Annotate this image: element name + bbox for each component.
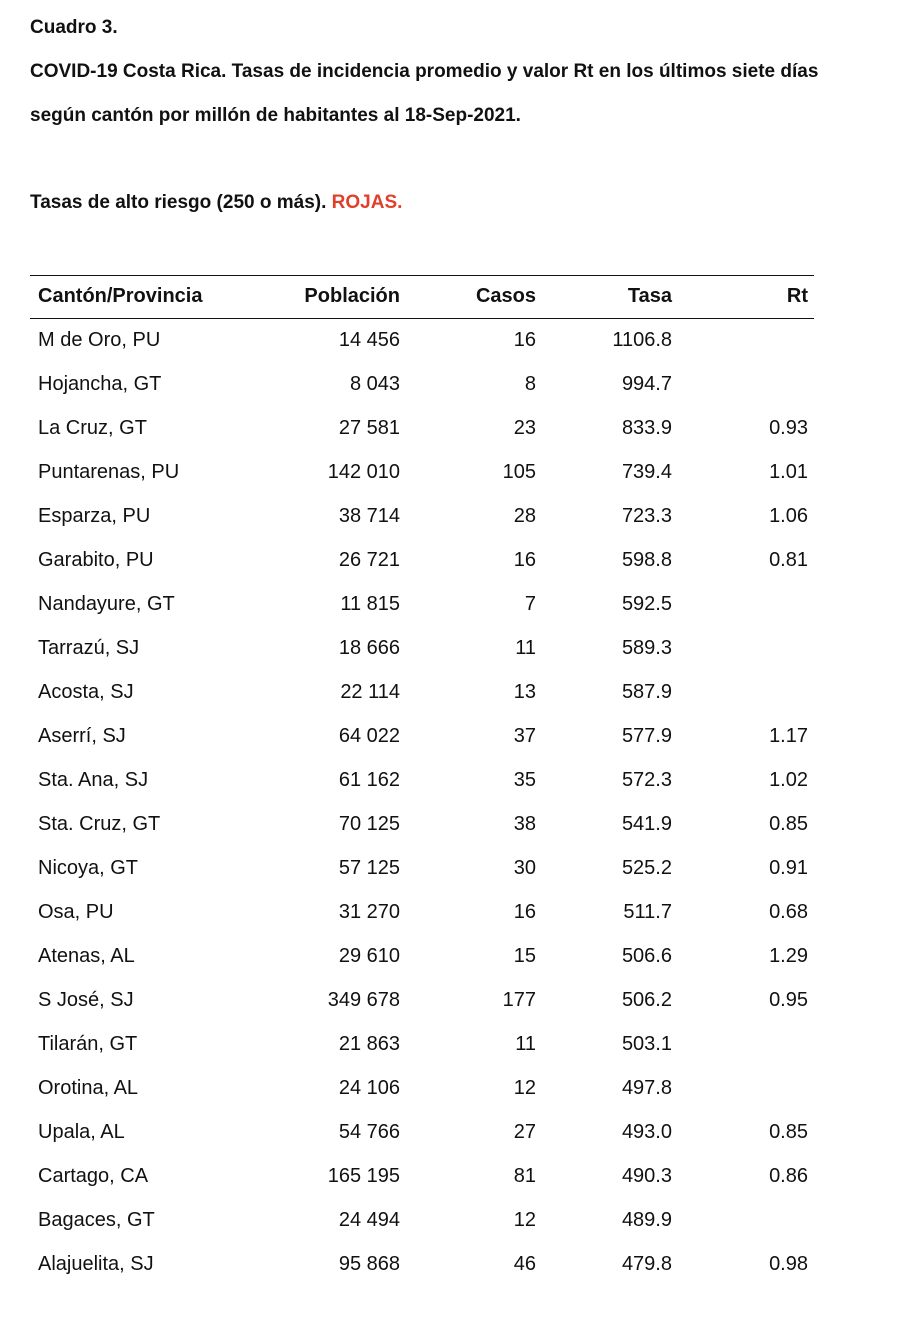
table-row [30,847,814,891]
cell-name: Alajuelita, SJ [38,1253,154,1275]
table-row [30,1243,814,1287]
cell-rate: 833.9 [621,417,672,439]
cell-rate: 589.3 [621,637,672,659]
table-row [30,583,814,627]
cell-rate: 503.1 [621,1033,672,1055]
header-rt: Rt [786,285,808,307]
cell-population: 54 766 [338,1121,400,1143]
table-title-line-1: COVID-19 Costa Rica. Tasas de incidencia promedio y valor Rt en los últimos siete días [30,61,819,82]
cell-population: 26 721 [338,549,400,571]
cell-rt: 0.93 [769,417,808,439]
header-cases: Casos [475,285,536,307]
cell-population: 38 714 [338,505,400,527]
table-row [30,671,814,715]
table-row [30,1067,814,1111]
cell-rate: 506.6 [621,945,672,967]
cell-rt: 1.01 [769,461,808,483]
table-row [30,451,814,495]
risk-tag: ROJAS. [331,192,403,213]
cell-name: Nicoya, GT [38,857,139,879]
cell-cases: 12 [513,1209,536,1231]
cell-rate: 572.3 [621,769,672,791]
table-row [30,891,814,935]
cell-cases: 23 [513,417,536,439]
cell-rate: 511.7 [623,901,672,923]
cell-cases: 38 [513,813,536,835]
cell-cases: 46 [513,1253,536,1275]
cell-cases: 8 [524,373,536,395]
cell-name: Esparza, PU [38,505,151,527]
cell-population: 57 125 [338,857,400,879]
cell-cases: 16 [513,549,536,571]
cell-population: 29 610 [338,945,400,967]
cell-population: 165 195 [327,1165,400,1187]
cell-name: Nandayure, GT [38,593,175,615]
cell-cases: 28 [513,505,536,527]
cell-rate: 490.3 [621,1165,672,1187]
cell-name: Orotina, AL [38,1077,139,1099]
table-row [30,979,814,1023]
cell-cases: 35 [513,769,536,791]
cell-population: 27 581 [338,417,400,439]
cell-name: Tarrazú, SJ [38,637,140,659]
table-row [30,1199,814,1243]
cell-cases: 11 [515,637,536,659]
cell-population: 64 022 [338,725,400,747]
cell-population: 14 456 [338,329,400,351]
risk-text: Tasas de alto riesgo (250 o más). [30,192,327,213]
cell-name: Upala, AL [38,1121,125,1143]
cell-population: 142 010 [327,461,400,483]
cell-rate: 525.2 [621,857,672,879]
cell-name: Aserrí, SJ [38,725,126,747]
table-label: Cuadro 3. [30,17,118,38]
table-row [30,803,814,847]
cell-rt: 0.95 [769,989,808,1011]
risk-heading [30,190,402,216]
cell-name: Sta. Cruz, GT [38,813,161,835]
cell-rt: 0.98 [769,1253,808,1275]
cell-rate: 506.2 [621,989,672,1011]
table-row [30,759,814,803]
table-title-line-2: según cantón por millón de habitantes al 18-Sep-2021. [30,105,521,126]
table-body [30,319,814,1287]
cell-rate: 587.9 [621,681,672,703]
cell-cases: 27 [513,1121,536,1143]
cell-cases: 16 [513,329,536,351]
cell-rt: 0.85 [769,813,808,835]
cell-cases: 177 [502,989,536,1011]
cell-rt: 1.02 [769,769,808,791]
table-header-row [30,275,814,319]
cell-population: 24 494 [338,1209,400,1231]
cell-cases: 7 [524,593,536,615]
cell-rate: 598.8 [621,549,672,571]
cell-name: S José, SJ [38,989,134,1011]
cell-population: 22 114 [340,681,400,703]
cell-rate: 541.9 [621,813,672,835]
cell-rt: 0.68 [769,901,808,923]
cell-cases: 37 [513,725,536,747]
cell-rt: 0.81 [769,549,808,571]
cell-cases: 81 [513,1165,536,1187]
table-row [30,935,814,979]
cell-cases: 30 [513,857,536,879]
cell-population: 11 815 [340,593,400,615]
cell-name: Garabito, PU [38,549,154,571]
cell-rate: 489.9 [621,1209,672,1231]
cell-name: Acosta, SJ [38,681,134,703]
cell-rate: 577.9 [621,725,672,747]
table-row [30,363,814,407]
table-row [30,1111,814,1155]
table-row [30,1023,814,1067]
cell-rate: 739.4 [621,461,672,483]
cell-cases: 13 [513,681,536,703]
cell-population: 31 270 [338,901,400,923]
cell-name: Cartago, CA [38,1165,149,1187]
cell-population: 18 666 [338,637,400,659]
cell-cases: 12 [513,1077,536,1099]
header-name: Cantón/Provincia [38,285,203,307]
cell-cases: 15 [513,945,536,967]
cell-rt: 1.06 [769,505,808,527]
cell-population: 349 678 [327,989,400,1011]
cell-name: Hojancha, GT [38,373,162,395]
cell-cases: 11 [515,1033,536,1055]
cell-cases: 105 [502,461,536,483]
cell-rate: 497.8 [621,1077,672,1099]
table-row [30,1155,814,1199]
cell-population: 24 106 [338,1077,400,1099]
header-population: Población [304,285,400,307]
table-row [30,627,814,671]
cell-population: 70 125 [338,813,400,835]
cell-rate: 723.3 [621,505,672,527]
cell-population: 8 043 [349,373,400,395]
table-row [30,539,814,583]
cell-rt: 0.85 [769,1121,808,1143]
cell-name: Puntarenas, PU [38,461,180,483]
cell-rate: 493.0 [621,1121,672,1143]
cell-rate: 994.7 [621,373,672,395]
cell-name: Sta. Ana, SJ [38,769,149,791]
cell-population: 61 162 [338,769,400,791]
cell-rt: 1.17 [769,725,808,747]
cell-population: 95 868 [338,1253,400,1275]
cell-rt: 0.86 [769,1165,808,1187]
table-row [30,715,814,759]
cell-rate: 592.5 [621,593,672,615]
table-row [30,319,814,363]
table-row [30,495,814,539]
cell-name: Osa, PU [38,901,114,923]
cell-rt: 1.29 [769,945,808,967]
cell-rate: 479.8 [621,1253,672,1275]
table-row [30,407,814,451]
cell-name: La Cruz, GT [38,417,147,439]
cell-name: M de Oro, PU [38,329,161,351]
cell-population: 21 863 [338,1033,400,1055]
incidence-table [30,275,814,1287]
cell-rt: 0.91 [769,857,808,879]
cell-name: Bagaces, GT [38,1209,155,1231]
cell-name: Atenas, AL [38,945,135,967]
cell-name: Tilarán, GT [38,1033,138,1055]
cell-cases: 16 [513,901,536,923]
cell-rate: 1106.8 [612,329,672,351]
header-rate: Tasa [627,285,672,307]
